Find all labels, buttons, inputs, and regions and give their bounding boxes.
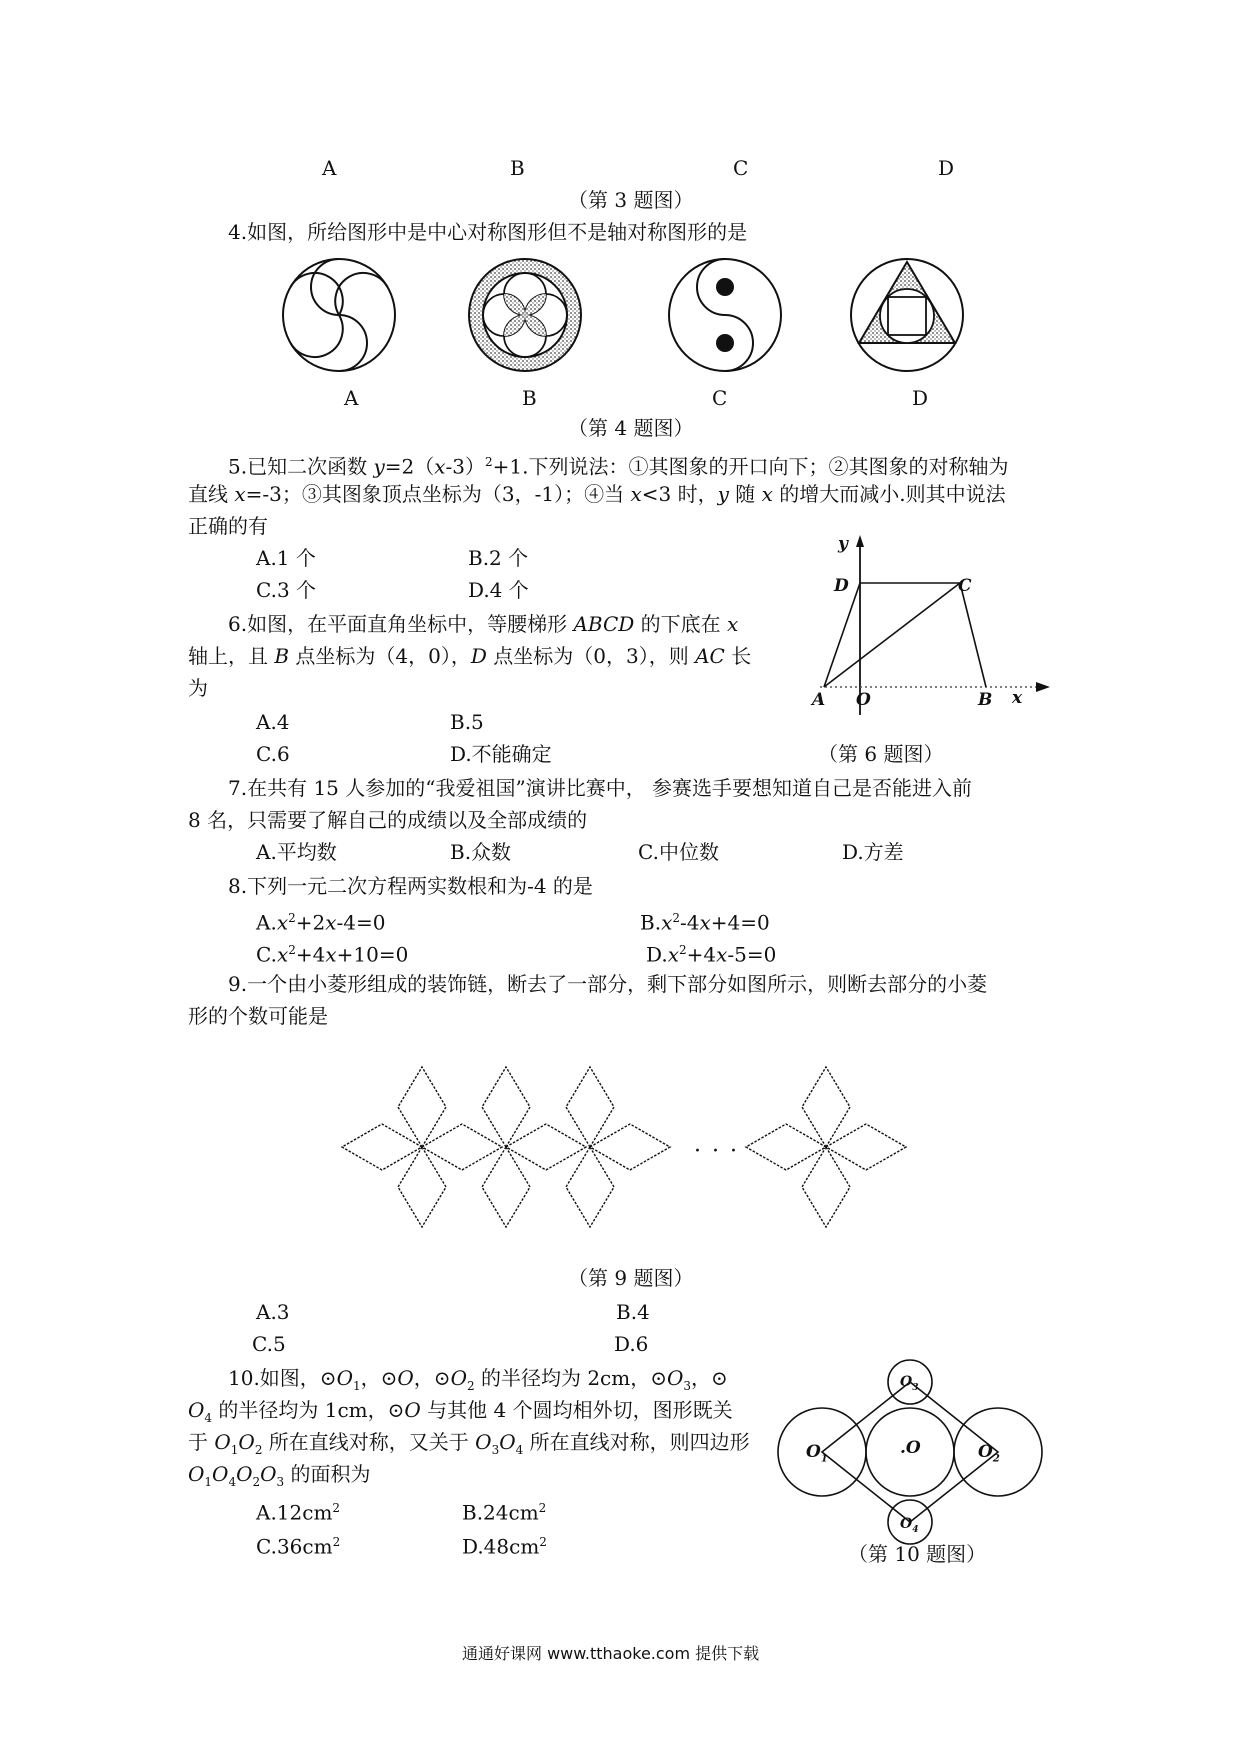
q6-option-d: D.不能确定 [450,742,552,766]
q8-stem: 8.下列一元二次方程两实数根和为-4 的是 [228,874,593,898]
q9-figure-rhombus-chain [340,1064,910,1234]
q6-option-a: A.4 [256,710,290,734]
q6-line-1: 6.如图，在平面直角坐标中，等腰梯形 ABCD 的下底在 x [228,612,739,636]
q5-line-2: 直线 x=-3；③其图象顶点坐标为（3，-1）；④当 x<3 时，y 随 x 的增大而减小.则其中说法 [188,482,1006,506]
q6-line-2: 轴上，且 B 点坐标为（4，0），D 点坐标为（0，3），则 AC 长 [188,644,752,668]
q6-label-x: x [1012,688,1023,708]
q4-figure-b [466,256,584,374]
q8-option-d: $D.x^2+4x-5=0$ [646,942,777,967]
q4-label-c: C [712,386,728,410]
q10-line-2: $O_4$ 的半径均为 1cm，⊙O 与其他 4 个圆均相外切，图形既关 [188,1398,733,1425]
q7-line-2: 8 名，只需要了解自己的成绩以及全部成绩的 [188,808,588,832]
q9-option-c: C.5 [252,1332,286,1356]
q6-label-d: D [834,576,849,596]
q8-option-c: $C.x^2+4x+10=0$ [256,942,409,967]
q4-label-a: A [344,386,359,410]
q6-label-y: y [838,534,848,554]
q7-option-c: C.中位数 [638,840,719,864]
q6-label-b: B [978,690,993,710]
q3-label-d: D [938,156,955,180]
q4-label-d: D [912,386,929,410]
q10-option-a: $A.12cm^2$ [256,1500,341,1525]
q9-line-2: 形的个数可能是 [188,1004,328,1028]
q3-label-a: A [322,156,337,180]
q6-figure-trapezoid [810,535,1060,720]
q5-option-c: C.3 个 [256,578,317,602]
q4-caption: （第 4 题图） [568,416,694,440]
q5-option-b: B.2 个 [468,546,529,570]
q4-label-b: B [522,386,537,410]
q7-line-1: 7.在共有 15 人参加的“我爱祖国”演讲比赛中， 参赛选手要想知道自己是否能进入前 [228,776,973,800]
q10-line-1: 10.如图，$⊙O_1$，⊙O，$⊙O_2$ 的半径均为 2cm，$⊙O_3$，⊙ [228,1366,728,1393]
q8-option-b: $B.x^2-4x+4=0$ [640,910,770,935]
q6-option-c: C.6 [256,742,290,766]
q5-option-a: A.1 个 [256,546,316,570]
q6-option-b: B.5 [450,710,484,734]
q4-figure-d [848,256,966,374]
q10-option-c: $C.36cm^2$ [256,1534,341,1559]
q10-label-o2: $O_2$ [978,1442,1000,1465]
q10-label-o3: $O_3$ [900,1374,919,1393]
q3-caption: （第 3 题图） [568,188,694,212]
q9-option-a: A.3 [256,1300,290,1324]
q10-label-o1: $O_1$ [806,1442,828,1465]
q4-stem: 4.如图，所给图形中是中心对称图形但不是轴对称图形的是 [228,220,748,244]
q9-ellipsis: · · · [694,1139,739,1164]
q10-option-d: $D.48cm^2$ [462,1534,547,1559]
q10-line-4: $O_1O_4O_2O_3$ 的面积为 [188,1462,371,1489]
q9-option-d: D.6 [614,1332,649,1356]
q10-label-o: .O [900,1438,921,1458]
q9-line-1: 9.一个由小菱形组成的装饰链，断去了一部分，剩下部分如图所示，则断去部分的小菱 [228,972,988,996]
q7-option-d: D.方差 [842,840,904,864]
q6-label-o: O [856,690,871,710]
q4-figure-a [280,256,398,374]
q10-caption: （第 10 题图） [848,1542,987,1566]
q7-option-a: A.平均数 [256,840,337,864]
page-footer: 通通好课网 www.tthaoke.com 提供下载 [462,1644,760,1663]
q8-option-a: $A.x^2+2x-4=0$ [256,910,386,935]
q9-caption: （第 9 题图） [568,1266,694,1290]
q4-figure-c [666,256,784,374]
q3-label-c: C [733,156,749,180]
q3-label-b: B [510,156,525,180]
q5-line-1: 5.已知二次函数 $y=2(x-3)^2+1$.下列说法：①其图象的开口向下；②其图象的对称轴为 [228,454,1009,479]
q6-line-3: 为 [188,676,208,700]
q10-option-b: $B.24cm^2$ [462,1500,547,1525]
q6-label-c: C [958,576,972,596]
q6-label-a: A [812,690,826,710]
q7-option-b: B.众数 [450,840,512,864]
q9-option-b: B.4 [616,1300,650,1324]
q6-caption: （第 6 题图） [818,742,944,766]
q10-line-3: 于 $O_1O_2$ 所在直线对称，又关于 $O_3O_4$ 所在直线对称，则四边形 [188,1430,750,1457]
q10-label-o4: $O_4$ [900,1516,919,1535]
q5-option-d: D.4 个 [468,578,529,602]
q5-line-3: 正确的有 [188,514,268,538]
